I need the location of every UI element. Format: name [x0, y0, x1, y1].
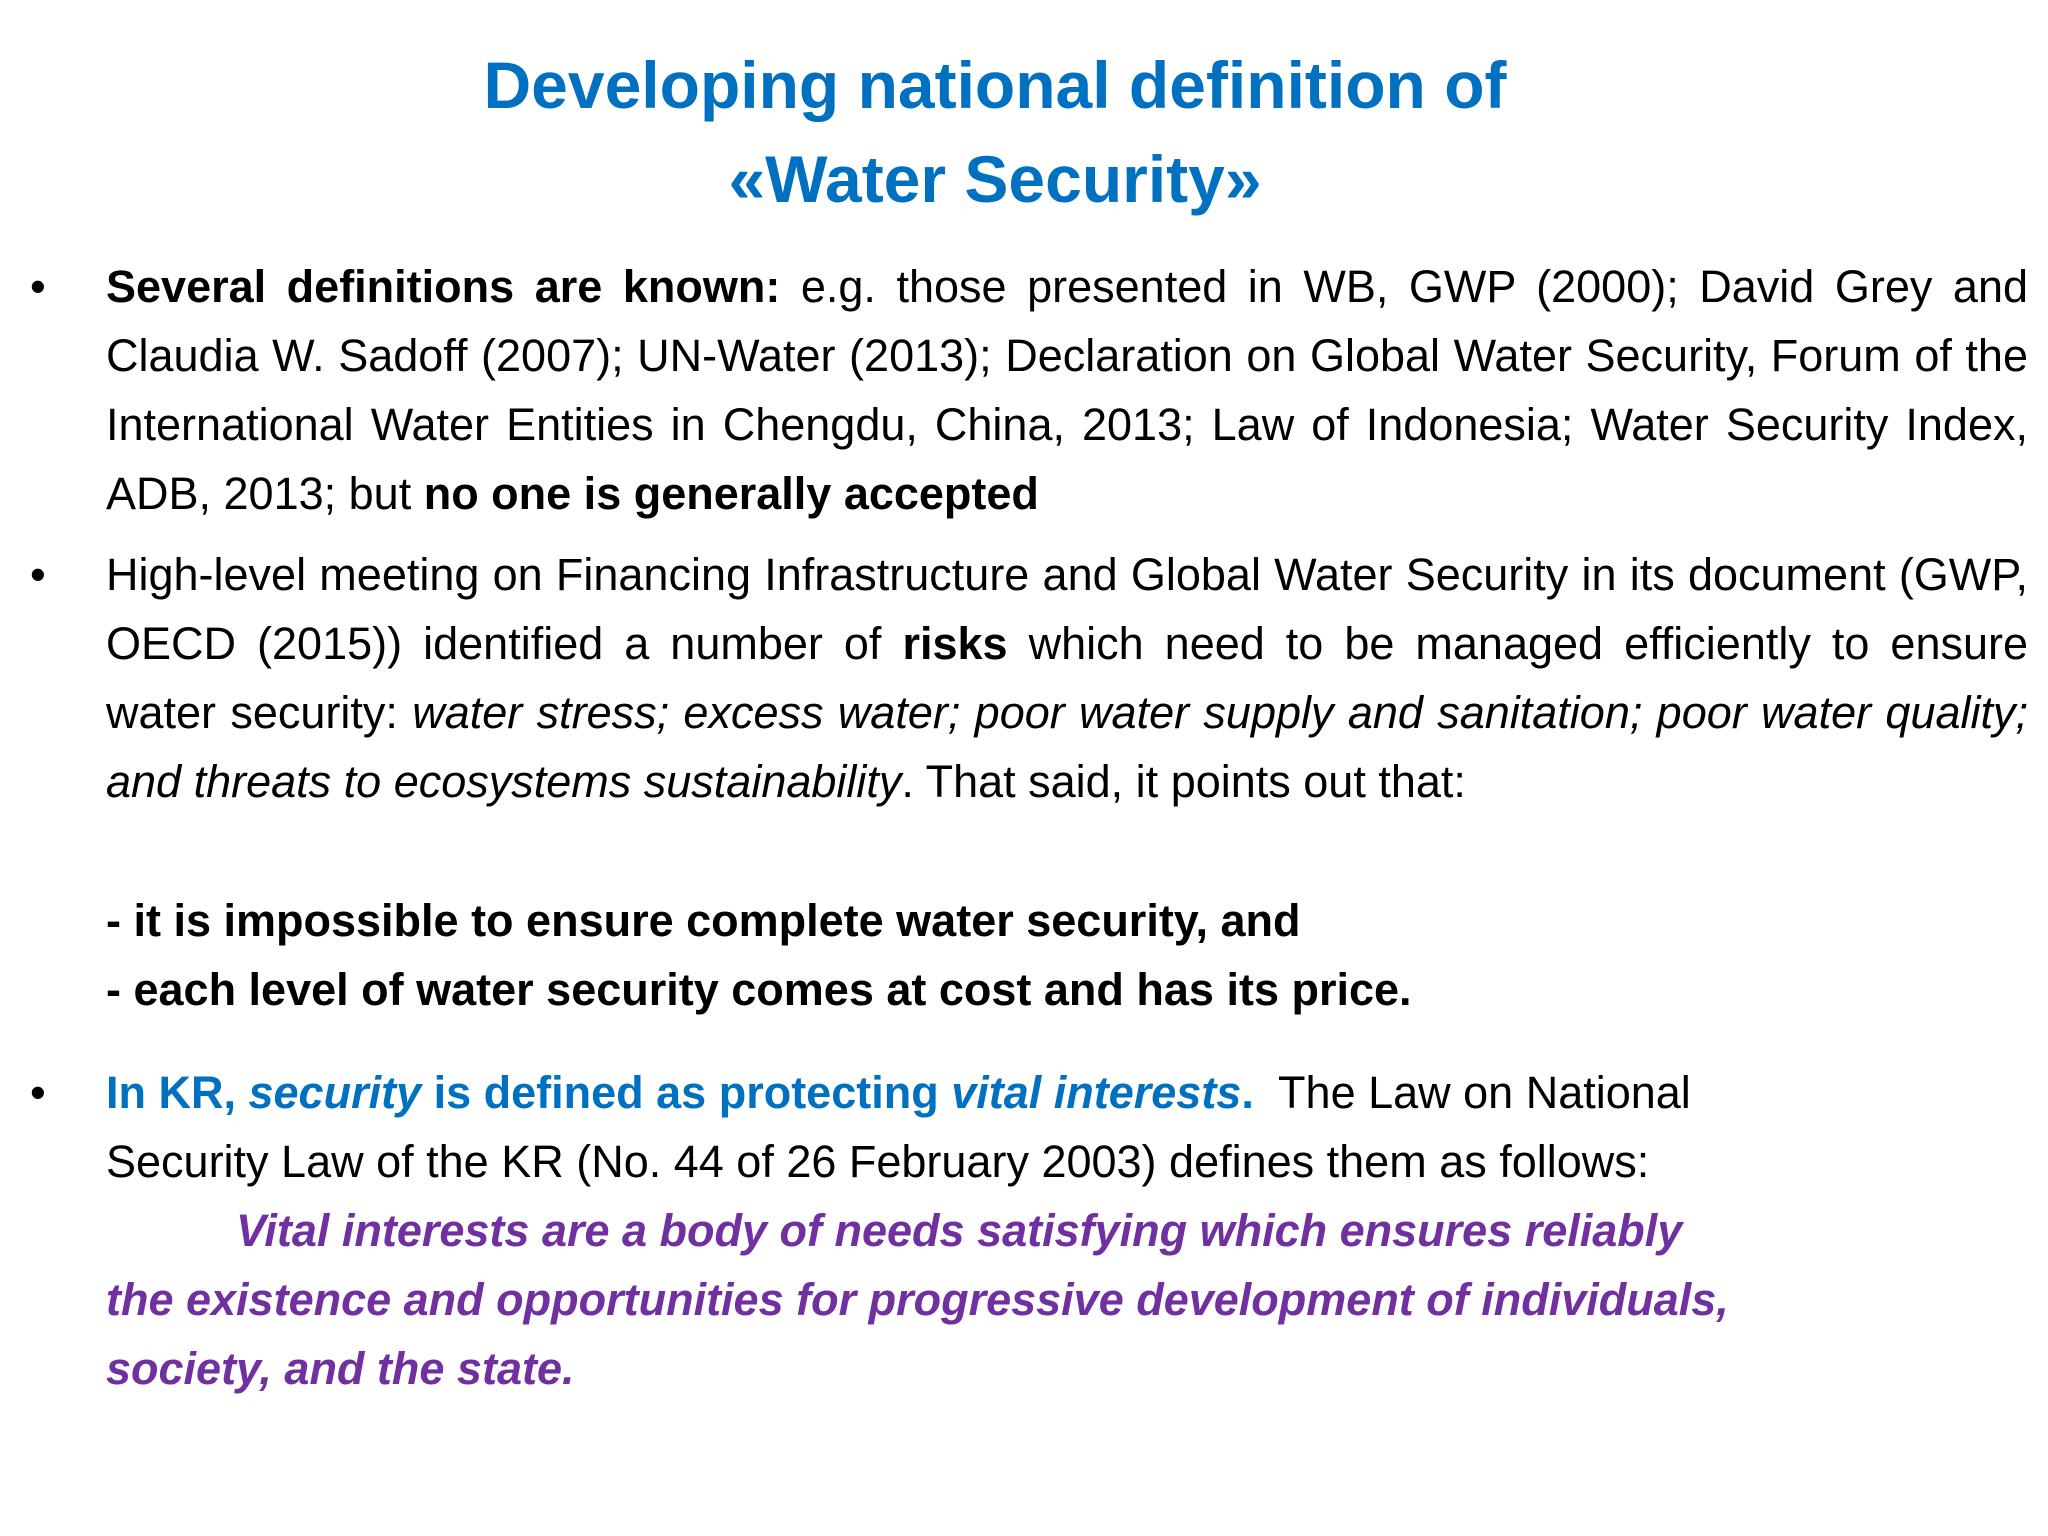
kr-highlight-security: security: [248, 1067, 422, 1118]
kr-line-1: [106, 1058, 2028, 1127]
kr-quote-line-1: Vital interests are a body of needs satisfying which ensures reliably: [236, 1205, 1683, 1256]
definitions-text: e.g. those presented in WB, GWP (2000); David Grey and Claudia W. Sadoff (2007); UN-Water (2013); Declaration on Global Water Security, Forum of the International Water Entities in Chengdu, China, 2013; Law of Indonesia; Water Security Index, ADB, 2013; but: [106, 261, 2029, 519]
kr-highlight-vital: vital interests: [951, 1067, 1242, 1118]
risks-text-3: . That said, it points out that:: [901, 756, 1466, 807]
risks-text-1: High-level meeting on Financing Infrastructure and Global Water Security in its document (GWP, OECD (2015)) identified a number of: [106, 549, 2028, 669]
bullet-3: •: [30, 1067, 46, 1118]
risks-list: water stress; excess water; poor water supply and sanitation; poor water quality; and threats to ecosystems sustainability: [106, 687, 2029, 807]
definitions-lead: Several definitions are known:: [106, 261, 781, 312]
kr-highlight-period: .: [1241, 1067, 1254, 1118]
kr-line-2: Security Law of the KR (No. 44 of 26 February 2003) defines them as follows:: [106, 1136, 1650, 1187]
title-line-1: Developing national definition of: [483, 48, 1507, 122]
kr-highlight-1: In KR,: [106, 1067, 249, 1118]
kr-quote-line-2: the existence and opportunities for progressive development of individuals,: [106, 1274, 1729, 1325]
kr-text-1: The Law on National: [1253, 1067, 1691, 1118]
bullet-2: •: [30, 549, 46, 600]
kr-highlight-2: is defined as protecting: [421, 1067, 952, 1118]
kr-quote-line-3: society, and the state.: [106, 1343, 575, 1394]
paragraph-risks: [106, 540, 2028, 816]
paragraph-definitions: [106, 252, 2028, 528]
risks-text-2: which need to be managed efficiently to ensure water security:: [106, 618, 2029, 738]
bullet-1: •: [30, 261, 46, 312]
risks-point-2: - each level of water security comes at cost and has its price.: [106, 964, 1412, 1015]
risks-keyword: risks: [902, 618, 1008, 669]
paragraph-kr-security: [106, 1058, 2028, 1403]
slide-title: [0, 38, 1990, 226]
definitions-conclusion: no one is generally accepted: [423, 468, 1039, 519]
risks-point-1: - it is impossible to ensure complete water security, and: [106, 895, 1301, 946]
title-line-2: «Water Security»: [728, 142, 1262, 216]
